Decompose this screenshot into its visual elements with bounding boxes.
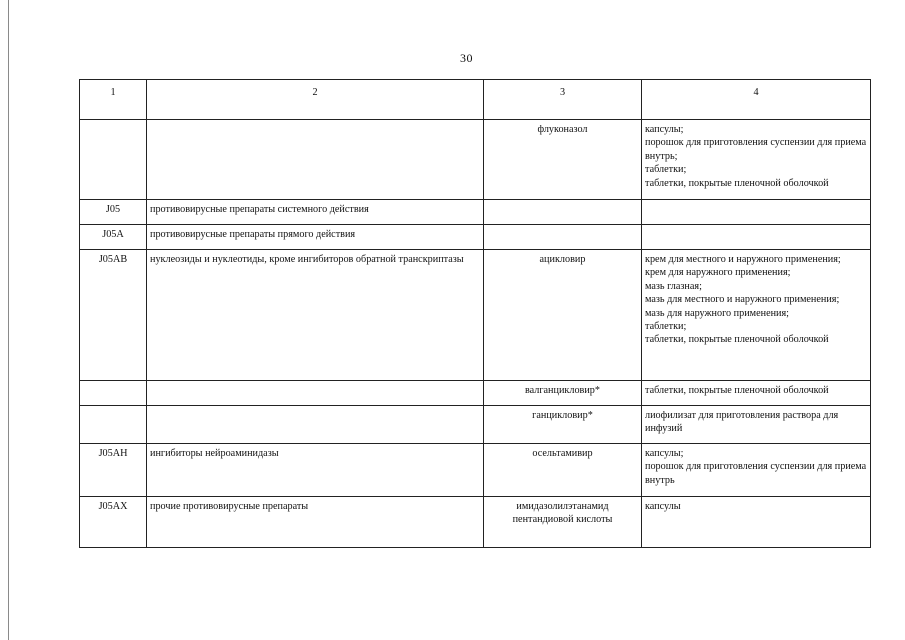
drug-name-cell: ганцикловир*: [484, 406, 642, 444]
dosage-form-line: порошок для приготовления суспензии для приема внутрь;: [645, 137, 867, 162]
group-name-cell: прочие противовирусные препараты: [147, 497, 484, 548]
group-name-cell: противовирусные препараты прямого действия: [147, 225, 484, 250]
group-name-cell: ингибиторы нейроаминидазы: [147, 444, 484, 497]
drug-name-cell: ацикловир: [484, 250, 642, 381]
dosage-form-line: порошок для приготовления суспензии для приема внутрь: [645, 461, 867, 486]
medication-table: [79, 79, 871, 548]
dosage-forms-cell: [642, 120, 871, 200]
table-row: [80, 225, 871, 250]
dosage-forms-cell: [642, 444, 871, 497]
drug-name-cell: флуконазол: [484, 120, 642, 200]
page-number: 30: [460, 51, 473, 65]
group-name-cell: [147, 381, 484, 406]
group-name-cell: противовирусные препараты системного действия: [147, 200, 484, 225]
dosage-form-line: крем для наружного применения;: [645, 267, 791, 279]
atc-code-cell: J05: [80, 200, 147, 225]
table-row: [80, 120, 871, 200]
dosage-form-line: таблетки, покрытые пленочной оболочкой: [645, 177, 829, 189]
atc-code-cell: [80, 120, 147, 200]
dosage-forms-cell: [642, 250, 871, 381]
atc-code-cell: J05AB: [80, 250, 147, 381]
dosage-forms-cell: [642, 497, 871, 548]
table-row: [80, 381, 871, 406]
atc-code-cell: [80, 381, 147, 406]
drug-name-cell: имидазолилэтанамид пентандиовой кислоты: [484, 497, 642, 548]
column-header: 2: [147, 80, 484, 120]
group-name-cell: [147, 120, 484, 200]
dosage-form-line: крем для местного и наружного применения;: [645, 254, 841, 265]
group-name-cell: [147, 406, 484, 444]
table-row: [80, 497, 871, 548]
table-row: [80, 406, 871, 444]
column-header: 1: [80, 80, 147, 120]
drug-name-cell: [484, 200, 642, 225]
scan-edge-line: [8, 0, 9, 640]
dosage-form-line: капсулы;: [645, 124, 684, 135]
table-header-row: [80, 80, 871, 120]
table-row: [80, 250, 871, 381]
table-row: [80, 444, 871, 497]
atc-code-cell: J05A: [80, 225, 147, 250]
group-name-cell: нуклеозиды и нуклеотиды, кроме ингибиторов обратной транскриптазы: [147, 250, 484, 381]
column-header: 4: [642, 80, 871, 120]
column-header: 3: [484, 80, 642, 120]
dosage-forms-cell: [642, 200, 871, 225]
drug-name-cell: валганцикловир*: [484, 381, 642, 406]
atc-code-cell: J05AX: [80, 497, 147, 548]
dosage-form-line: таблетки, покрытые пленочной оболочкой: [645, 385, 829, 396]
dosage-form-line: лиофилизат для приготовления раствора для инфузий: [645, 410, 839, 435]
dosage-form-line: мазь глазная;: [645, 280, 702, 292]
dosage-form-line: таблетки;: [645, 164, 687, 176]
dosage-form-line: капсулы: [645, 501, 681, 512]
dosage-form-line: таблетки;: [645, 321, 687, 333]
dosage-form-line: капсулы;: [645, 448, 684, 459]
dosage-forms-cell: [642, 225, 871, 250]
dosage-form-line: мазь для наружного применения;: [645, 307, 790, 319]
drug-name-cell: осельтамивир: [484, 444, 642, 497]
dosage-forms-cell: [642, 381, 871, 406]
table-row: [80, 200, 871, 225]
drug-name-cell: [484, 225, 642, 250]
dosage-form-line: мазь для местного и наружного применения;: [645, 294, 840, 306]
dosage-form-line: таблетки, покрытые пленочной оболочкой: [645, 334, 829, 346]
atc-code-cell: [80, 406, 147, 444]
atc-code-cell: J05AH: [80, 444, 147, 497]
dosage-forms-cell: [642, 406, 871, 444]
